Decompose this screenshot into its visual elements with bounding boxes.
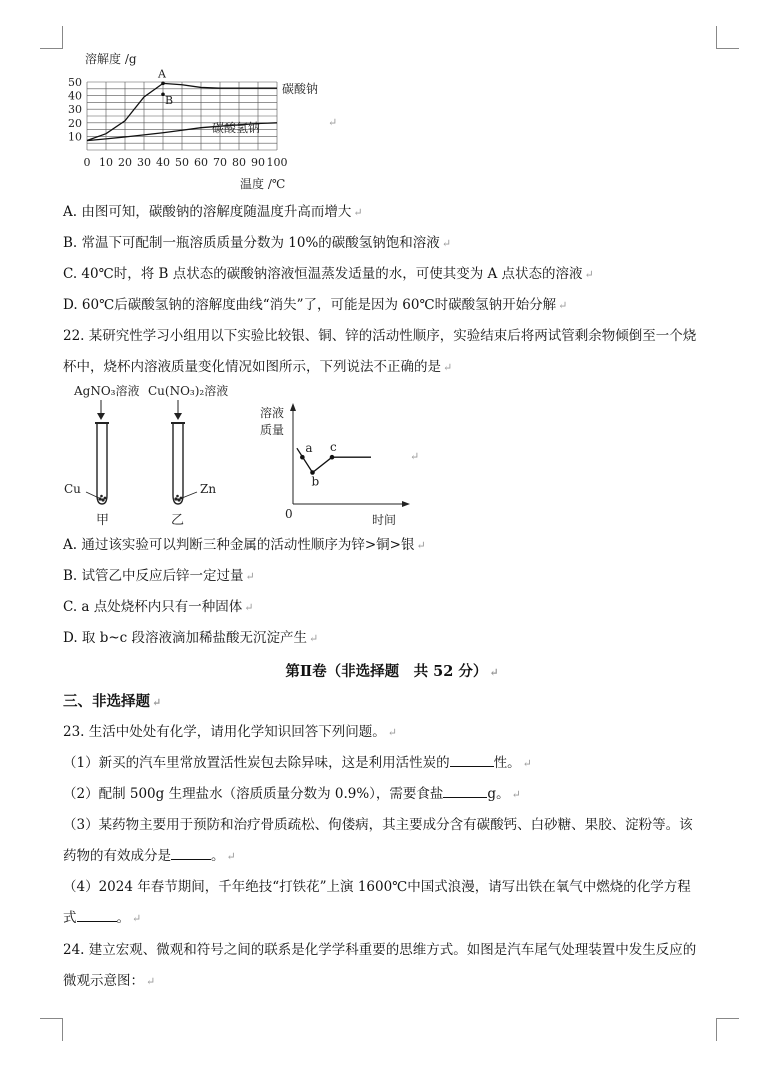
q21-option-b: B. 常温下可配制一瓶溶质质量分数为 10%的碳酸氢钠饱和溶液 ↵ — [63, 235, 452, 251]
tube-caption-yi: 乙 — [171, 513, 185, 528]
q23-part2: （2）配制 500g 生理盐水（溶质质量分数为 0.9%），需要食盐 g。 ↵ — [63, 786, 521, 802]
q22-stem-line2: 杯中，烧杯内溶液质量变化情况如图所示，下列说法不正确的是 ↵ — [63, 359, 453, 375]
x-tick-label: 60 — [194, 156, 208, 169]
solubility-x-label: 温度 /℃ — [240, 177, 286, 191]
y-tick-label: 40 — [68, 89, 82, 103]
paragraph-mark: ↵ — [410, 450, 420, 463]
series-label-sodium-carbonate: 碳酸钠 — [282, 82, 319, 96]
answer-blank — [171, 846, 211, 860]
crop-mark-bottom-left — [40, 1018, 63, 1041]
q23-stem: 23. 生活中处处有化学，请用化学知识回答下列问题。 ↵ — [63, 724, 397, 740]
solubility-chart — [60, 50, 350, 200]
mass-origin-label: 0 — [285, 507, 293, 521]
part2-title: 第Ⅱ卷（非选择题 共 52 分） ↵ — [285, 663, 499, 680]
point-label-a: a — [305, 441, 313, 456]
x-tick-label: 10 — [99, 156, 113, 169]
x-tick-label: 30 — [137, 156, 151, 169]
q21-option-a: A. 由图可知，碳酸钠的溶解度随温度升高而增大 ↵ — [63, 204, 363, 220]
q23-part3-cont: 药物的有效成分是 。 ↵ — [63, 848, 236, 864]
x-tick-label: 50 — [175, 156, 189, 169]
q22-option-c: C. a 点处烧杯内只有一种固体 ↵ — [63, 599, 254, 615]
metal-label-cu: Cu — [64, 482, 81, 496]
point-label-b: B — [165, 94, 174, 108]
test-tubes-diagram — [60, 380, 260, 530]
q23-part1: （1）新买的汽车里常放置活性炭包去除异味，这是利用活性炭的 性。 ↵ — [63, 755, 532, 771]
answer-blank — [443, 784, 487, 798]
mass-x-label: 时间 — [372, 513, 397, 527]
crop-mark-bottom-right — [716, 1018, 739, 1041]
q23-part4-cont: 式 。 ↵ — [63, 910, 142, 926]
point-label-b: b — [311, 474, 320, 489]
point-a — [300, 455, 305, 460]
y-tick-label: 10 — [68, 130, 82, 144]
mass-y-label-line1: 溶液 — [260, 406, 285, 420]
q24-stem-line1: 24. 建立宏观、微观和符号之间的联系是化学学科重要的思维方式。如图是汽车尾气处理装置中发生反应的 — [63, 942, 697, 958]
y-tick-label: 50 — [68, 76, 82, 89]
point-a — [161, 82, 165, 86]
point-label-a: A — [158, 67, 166, 81]
test-tube-jia — [95, 422, 109, 504]
x-tick-label: 90 — [251, 156, 265, 169]
paragraph-mark: ↵ — [328, 116, 338, 129]
solution-mass-chart — [255, 400, 415, 530]
q21-option-d: D. 60℃后碳酸氢钠的溶解度曲线“消失”了，可能是因为 60℃时碳酸氢钠开始分解 ↵ — [63, 297, 568, 313]
answer-blank — [450, 753, 494, 767]
x-tick-label: 40 — [156, 156, 170, 169]
q23-part4: （4）2024 年春节期间，千年绝技“打铁花”上演 1600℃中国式浪漫，请写出铁在氧气中燃烧的化学方程 — [63, 879, 691, 895]
metal-label-zn: Zn — [200, 482, 217, 496]
reagent-label-agno3: AgNO₃溶液 — [74, 384, 140, 398]
x-tick-label: 100 — [266, 156, 288, 169]
q22-stem-line1: 22. 某研究性学习小组用以下实验比较银、铜、锌的活动性顺序，实验结束后将两试管剩余物倾倒至一个烧 — [63, 328, 697, 344]
x-tick-label: 20 — [118, 156, 132, 169]
point-label-c: c — [330, 440, 337, 455]
y-tick-label: 20 — [68, 116, 82, 130]
q22-option-b: B. 试管乙中反应后锌一定过量 ↵ — [63, 568, 255, 584]
x-tick-label: 80 — [232, 156, 246, 169]
crop-mark-top-right — [716, 26, 739, 49]
mass-y-label-line2: 质量 — [260, 423, 285, 437]
answer-blank — [77, 908, 117, 922]
crop-mark-top-left — [40, 26, 63, 49]
q22-option-d: D. 取 b~c 段溶液滴加稀盐酸无沉淀产生 ↵ — [63, 630, 319, 646]
series-label-sodium-bicarbonate: 碳酸氢钠 — [212, 121, 261, 135]
x-tick-label: 70 — [213, 156, 227, 169]
test-tube-yi — [171, 422, 185, 504]
section-heading: 三、非选择题 ↵ — [63, 693, 162, 710]
q23-part3: （3）某药物主要用于预防和治疗骨质疏松、佝偻病，其主要成分含有碳酸钙、白砂糖、果胶、淀粉等。该 — [63, 817, 693, 833]
tube-caption-jia: 甲 — [96, 513, 110, 528]
y-tick-label: 30 — [68, 103, 82, 117]
q24-stem-line2: 微观示意图： ↵ — [63, 973, 156, 989]
point-c — [330, 455, 335, 460]
q22-option-a: A. 通过该实验可以判断三种金属的活动性顺序为锌>铜>银 ↵ — [63, 537, 426, 553]
q21-option-c: C. 40℃时，将 B 点状态的碳酸钠溶液恒温蒸发适量的水，可使其变为 A 点状态的溶液 ↵ — [63, 266, 594, 282]
x-tick-label: 0 — [83, 156, 91, 169]
reagent-label-cuno3: Cu(NO₃)₂溶液 — [148, 384, 229, 398]
solubility-y-label: 溶解度 /g — [85, 52, 137, 66]
